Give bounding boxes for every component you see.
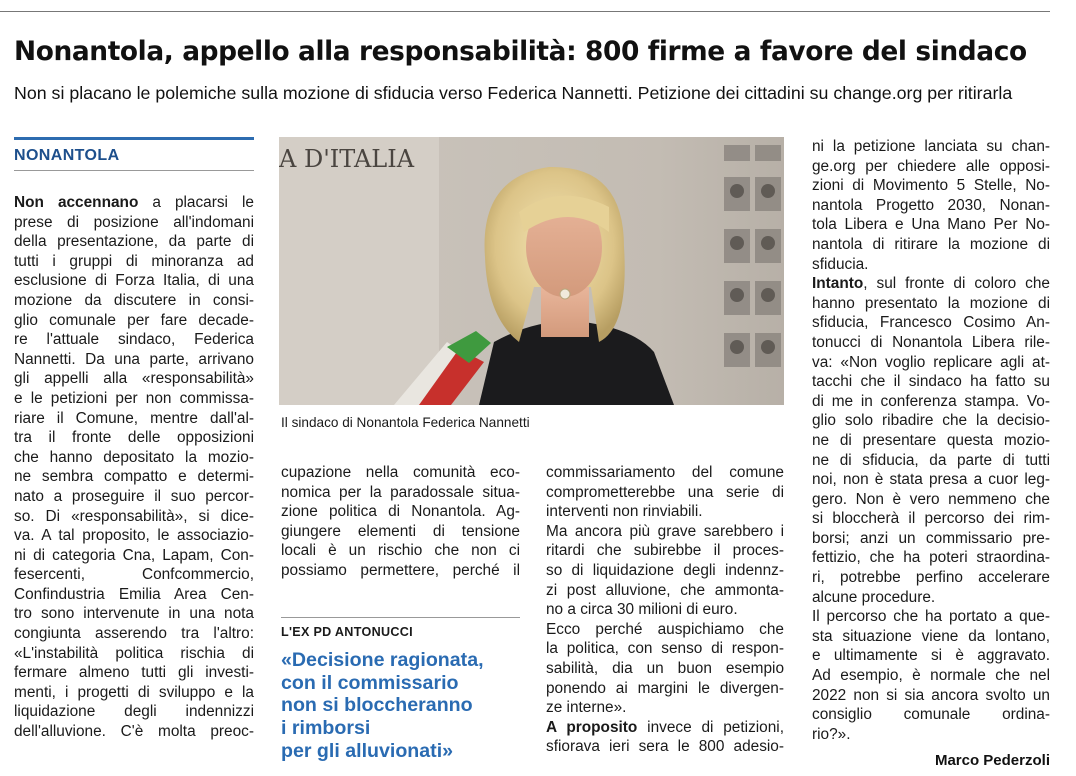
text-line: 2022 non si sia ancora svolto un: [812, 686, 1050, 704]
byline: Marco Pederzoli: [934, 752, 1050, 769]
text-line: consiglio comunale ordina-: [812, 706, 1050, 724]
text-line: della presentazione, da parte di: [14, 233, 254, 251]
text-line: alcune procedure.: [812, 588, 936, 606]
text-line: Ma ancora più grave sarebbero i: [546, 522, 784, 540]
text-line: Intanto, sul fronte di coloro che: [812, 275, 1050, 293]
text-line: e le petizioni per non commissa-: [14, 389, 254, 407]
text-line: fesercenti, Confcommercio,: [14, 566, 254, 584]
column-1: [14, 193, 254, 742]
text-line: e ultimamente si è aggravato.: [812, 647, 1050, 665]
pull-quote-line: i rimborsi: [281, 717, 371, 740]
text-line: prese di posizione all'indomani: [14, 213, 254, 231]
text-line: gero. Non è vero nemmeno che: [812, 490, 1050, 508]
text-line: noi, non è stata presa a cuor leg-: [812, 471, 1050, 489]
text-line: ze interne».: [546, 699, 627, 717]
text-line: rio?».: [812, 725, 851, 743]
text-line: interventi non rinviabili.: [546, 503, 703, 521]
text-line: ri, potrebbe perfino accelerare: [812, 569, 1050, 587]
text-line: fermare almeno tutti gli investi-: [14, 664, 254, 682]
text-line: nantola Progetto 2030, Nonan-: [812, 196, 1050, 214]
text-line: gli appelli alla «responsabilità»: [14, 370, 254, 388]
text-line: ponendo ai margini le divergen-: [546, 679, 784, 697]
pull-quote-line: «Decisione ragionata,: [281, 649, 484, 671]
text-line: sta situazione viene da lontano,: [812, 627, 1050, 645]
text-line: zi post alluvione, che ammonta-: [546, 581, 784, 599]
lead-bold: Intanto: [812, 275, 864, 293]
column-2: [281, 463, 520, 581]
text-line: possiamo permettere, perché il: [281, 561, 520, 579]
text-line: dell'alluvione. C'è molta preoc-: [14, 723, 254, 741]
subheadline: Non si placano le polemiche sulla mozione di sfiducia verso Federica Nannetti. Petizione dei cittadini su change.org per ritirarla: [14, 83, 1013, 103]
text-line: liquidazione degli indennizzi: [14, 703, 254, 721]
text-line: che hanno depositato la mozio-: [14, 448, 254, 466]
photo-caption: Il sindaco di Nonantola Federica Nannetti: [281, 415, 530, 430]
text-line: menti, i progetti di sviluppo e la: [14, 683, 254, 701]
text-line: commissariamento del comune: [546, 464, 784, 481]
text-line: Nannetti. Da una parte, arrivano: [14, 350, 254, 368]
text-line: zione politica di Nonantola. Ag-: [281, 503, 520, 521]
text-line: Non accennano a placarsi le: [14, 194, 254, 211]
text-line: ne sembra compatto e determi-: [14, 468, 254, 486]
text-line: si bloccherà il percorso dei rim-: [812, 510, 1050, 528]
lead-bold: A proposito: [546, 718, 638, 736]
text-line: sabilità, dia un buon esempio: [546, 659, 784, 677]
text-line: tola Libera e Una Mano Per No-: [812, 216, 1050, 234]
text-line: giungere elementi di tensione: [281, 522, 520, 540]
text-line: no a circa 30 milioni di euro.: [546, 601, 738, 619]
text-line: A proposito invece di petizioni,: [546, 718, 784, 736]
text-line: so. Di «responsabilità», si dice-: [14, 507, 254, 525]
text-line: locali è un rischio che non ci: [281, 542, 520, 560]
section-underline: [14, 170, 254, 171]
text-line: esclusione di Forza Italia, di una: [14, 272, 254, 290]
text-line: Confindustria Emilia Area Cen-: [14, 585, 254, 603]
text-line: ge.org per chiedere alle opposi-: [812, 157, 1050, 175]
text-line: fettizio, che ha poteri straordina-: [812, 549, 1050, 567]
text-line: borsi; anzi un commissario pre-: [812, 529, 1050, 547]
text-line: va: «Non voglio replicare agli at-: [812, 353, 1050, 371]
column-4: [812, 137, 1050, 744]
text-line: nantola di ritirare la mozione di: [812, 235, 1050, 253]
headline: Nonantola, appello alla responsabilità: 800 firme a favore del sindaco: [14, 36, 1027, 67]
text-line: tro sono intervenute in una nota: [14, 605, 254, 623]
text-line: Il percorso che ha portato a que-: [812, 608, 1050, 626]
text-line: so di liquidazione degli indennz-: [546, 561, 784, 579]
text-line: tacchi che il sindaco ha fatto su: [812, 373, 1050, 391]
photo-mayor: [279, 137, 784, 405]
text-line: tutti i gruppi di minoranza ad: [14, 252, 254, 270]
pull-quote-line: per gli alluvionati»: [281, 739, 454, 762]
text-line: nomica per la paradossale situa-: [281, 483, 520, 501]
text-line: Ad esempio, è normale che nel: [812, 667, 1050, 685]
text-line: zioni di Movimento 5 Stelle, No-: [812, 177, 1050, 195]
column-3: [546, 463, 784, 757]
text-line: la politica, con senso di respon-: [546, 640, 784, 658]
photo-illustration: [279, 137, 784, 405]
text-line: ritardi che subirebbe il proces-: [546, 542, 784, 560]
text-line: ne di sfiducia, da parte di tutti: [812, 451, 1050, 469]
text-line: va. A tal proposito, le associazio-: [14, 527, 254, 545]
text-line: nato a proseguire il suo percor-: [14, 487, 254, 505]
quote-kicker: L'EX PD ANTONUCCI: [281, 625, 413, 639]
text-line: ne di presentare questa mozio-: [812, 431, 1050, 449]
text-line: «L'instabilità politica rischia di: [14, 644, 254, 662]
top-rule: [0, 11, 1050, 12]
text-line: sfiducia.: [812, 255, 869, 273]
section-label: NONANTOLA: [14, 147, 120, 164]
text-line: glio comunale per fare decade-: [14, 311, 254, 329]
pull-quote: [281, 649, 526, 763]
lead-bold: Non accennano: [14, 194, 139, 211]
text-line: sfiorava ieri sera le 800 adesio-: [546, 738, 784, 756]
text-line: comprometterebbe una serie di: [546, 483, 784, 501]
section-rule: [14, 137, 254, 140]
text-line: ni la petizione lanciata su chan-: [812, 138, 1050, 155]
text-line: di me in conferenza stampa. Vo-: [812, 392, 1050, 410]
text-line: re l'attuale sindaco, Federica: [14, 331, 254, 349]
text-line: ni di categoria Cna, Lapam, Con-: [14, 546, 254, 564]
text-line: sfiducia, Francesco Cosimo An-: [812, 314, 1050, 332]
text-line: glio solo ribadire che la decisio-: [812, 412, 1050, 430]
text-line: congiunta asserendo tra l'altro:: [14, 625, 254, 643]
text-line: tra il fronte delle opposizioni: [14, 429, 254, 447]
text-line: cupazione nella comunità eco-: [281, 464, 520, 481]
quote-rule: [281, 617, 520, 618]
photo-sign: A D'ITALIA: [279, 145, 415, 173]
text-line: tonucci di Nonantola Libera rile-: [812, 333, 1050, 351]
text-line: mozione da discutere in consi-: [14, 291, 254, 309]
text-line: hanno presentato la mozione di: [812, 294, 1050, 312]
pull-quote-line: non si bloccheranno: [281, 694, 473, 717]
text-line: Ecco perché auspichiamo che: [546, 620, 784, 638]
text-line: riare il Comune, mentre dall'al-: [14, 409, 254, 427]
pull-quote-line: con il commissario: [281, 671, 459, 694]
